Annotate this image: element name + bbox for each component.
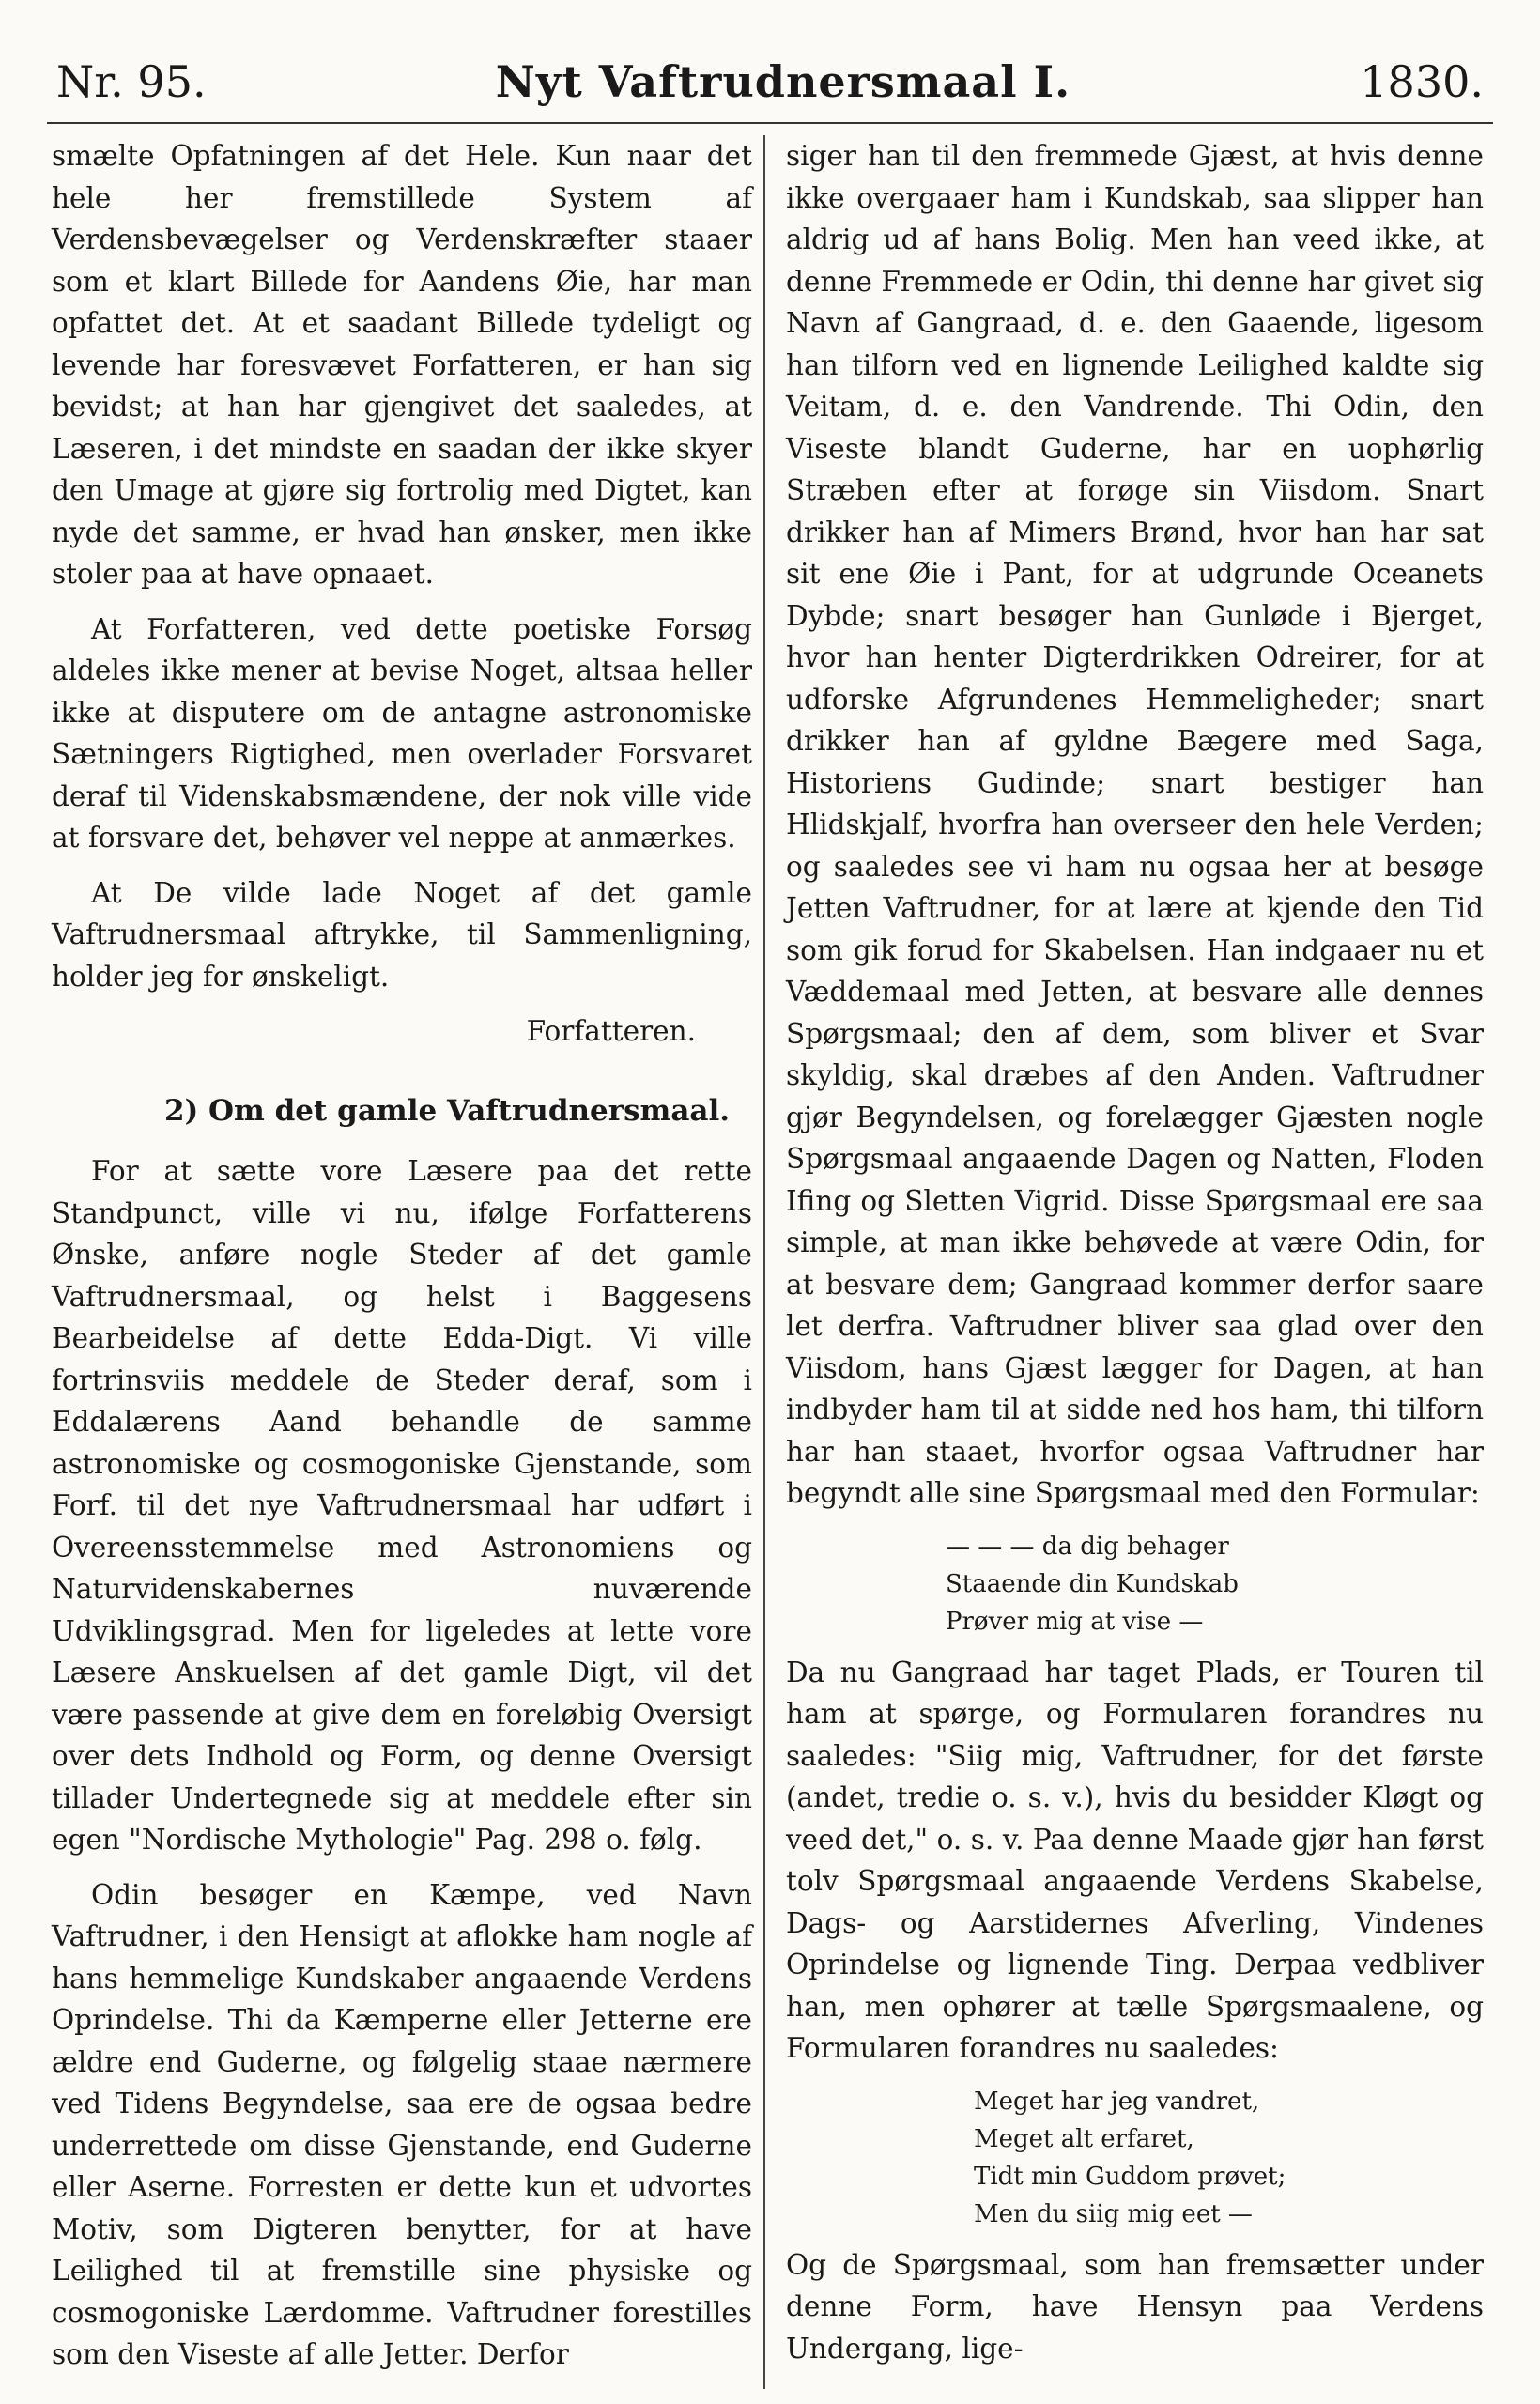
verse-line: Men du siig mig eet — <box>974 2199 1253 2228</box>
verse-line: Meget har jeg vandret, <box>974 2087 1260 2116</box>
verse-line: Tidt min Guddom prøvet; <box>974 2162 1286 2191</box>
year: 1830. <box>1360 56 1484 107</box>
signature: Forfatteren. <box>526 1015 696 1047</box>
paragraph: At Forfatteren, ved dette poetiske Forsøg aldeles ikke mener at bevise Noget, altsaa heller ikke at disputere om de antagne astronomiske Sætningers Rigtighed, men overlader Forsvaret deraf til Videnskabsmændene, der nok ville vide at forsvare det, behøver vel neppe at anmærkes. <box>52 612 752 854</box>
paragraph: At De vilde lade Noget af det gamle Vaftrudnersmaal aftrykke, til Sammenligning, holder jeg for ønskeligt. <box>52 876 752 993</box>
verse-line: — — — da dig behager <box>946 1532 1229 1561</box>
issue-number: Nr. 95. <box>56 56 207 107</box>
left-column <box>47 135 765 2389</box>
paragraph: Da nu Gangraad har taget Plads, er Touren til ham at spørge, og Formularen forandres nu saaledes: "Siig mig, Vaftrudner, for det første (andet, tredie o. s. v.), hvis du besidder Kløgt og veed det," o. s. v. Paa denne Maade gjør han først tolv Spørgsmaal angaaende Verdens Skabelse, Dags- og Aarstidernes Afverling, Vindenes Oprindelse og lignende Ting. Derpaa vedbliver han, men ophører at tælle Spørgsmaalene, og Formularen forandres nu saaledes: <box>786 1656 1484 2064</box>
verse-line: Prøver mig at vise — <box>946 1607 1204 1636</box>
text-columns <box>47 135 1493 2389</box>
paragraph: For at sætte vore Læsere paa det rette Standpunct, ville vi nu, ifølge Forfatterens Ønske, anføre nogle Steder af det gamle Vaftrudnersmaal, og helst i Baggesens Bearbeidelse af dette Edda-Digt. Vi ville fortrinsviis meddele de Steder deraf, som i Eddalærens Aand behandle de samme astronomiske og cosmogoniske Gjenstande, som Forf. til det nye Vaftrudnersmaal har udført i Overeensstemmelse med Astronomiens og Naturvidenskabernes nuværende Udviklingsgrad. Men for ligeledes at lette vore Læsere Anskuelsen af det gamle Digt, vil det være passende at give dem en foreløbig Oversigt over dets Indhold og Form, og denne Oversigt tillader Undertegnede sig at meddele efter sin egen "Nordische Mythologie" Pag. 298 o. følg. <box>52 1155 752 1856</box>
paragraph: Odin besøger en Kæmpe, ved Navn Vaftrudner, i den Hensigt at aflokke ham nogle af hans hemmelige Kundskaber angaaende Verdens Oprindelse. Thi da Kæmperne eller Jetterne ere ældre end Guderne, og følgelig staae nærmere ved Tidens Begyndelse, saa ere de ogsaa bedre underrettede om disse Gjenstande, end Guderne eller Aserne. Forresten er dette kun et udvortes Motiv, som Digteren benytter, for at have Leilighed til at fremstille sine physiske og cosmogoniske Lærdomme. Vaftrudner forestilles som den Viseste af alle Jetter. Derfor <box>52 1878 752 2370</box>
verse-line: Staaende din Kundskab <box>946 1569 1239 1598</box>
verse-quote <box>946 1528 1484 1641</box>
page-header <box>47 56 1493 124</box>
paragraph: Og de Spørgsmaal, som han fremsætter under denne Form, have Hensyn paa Verdens Undergang, lige- <box>786 2248 1484 2365</box>
paragraph: siger han til den fremmede Gjæst, at hvis denne ikke overgaaer ham i Kundskab, saa slipper han aldrig ud af hans Bolig. Men han veed ikke, at denne Fremmede er Odin, thi denne har givet sig Navn af Gangraad, d. e. den Gaaende, ligesom han tilforn ved en lignende Leilighed kaldte sig Veitam, d. e. den Vandrende. Thi Odin, den Viseste blandt Guderne, har en uophørlig Stræben efter at forøge sin Viisdom. Snart drikker han af Mimers Brønd, hvor han har sat sit ene Øie i Pant, for at udgrunde Oceanets Dybde; snart besøger han Gunløde i Bjerget, hvor han henter Digterdrikken Odreirer, for at udforske Afgrundenes Hemmeligheder; snart drikker han af gyldne Bægere med Saga, Historiens Gudinde; snart bestiger han Hlidskjalf, hvorfra han overseer den hele Verden; og saaledes see vi ham nu ogsaa her at besøge Jetten Vaftrudner, for at lære at kjende den Tid som gik forud for Skabelsen. Han indgaaer nu et Væddemaal med Jetten, at besvare alle dennes Spørgsmaal; den af dem, som bliver et Svar skyldig, skal dræbes af den Anden. Vaftrudner gjør Begyndelsen, og forelægger Gjæsten nogle Spørgsmaal angaaende Dagen og Natten, Floden Ifing og Sletten Vigrid. Disse Spørgsmaal ere saa simple, at man ikke behøvede at være Odin, for at besvare dem; Gangraad kommer derfor saare let derfra. Vaftrudner bliver saa glad over den Viisdom, hans Gjæst lægger for Dagen, at han indbyder ham til at sidde ned hos ham, thi tilforn har han staaet, hvorfor ogsaa Vaftrudner har begyndt alle sine Spørgsmaal med den Formular: <box>786 140 1484 1509</box>
paragraph: smælte Opfatningen af det Hele. Kun naar det hele her fremstillede System af Verdensbevægelser og Verdenskræfter staaer som et klart Billede for Aandens Øie, har man opfattet det. At et saadant Billede tydeligt og levende har foresvævet Forfatteren, er han sig bevidst; at han har gjengivet det saaledes, at Læseren, i det mindste en saadan der ikke skyer den Umage at gjøre sig fortrolig med Digtet, kan nyde det samme, er hvad han ønsker, men ikke stoler paa at have opnaaet. <box>52 140 752 590</box>
section-heading: 2) Om det gamle Vaftrudnersmaal. <box>164 1093 731 1128</box>
verse-quote <box>974 2083 1484 2233</box>
right-column <box>765 135 1484 2389</box>
verse-line: Meget alt erfaret, <box>974 2124 1194 2153</box>
publication-title: Nyt Vaftrudnersmaal I. <box>495 56 1071 107</box>
